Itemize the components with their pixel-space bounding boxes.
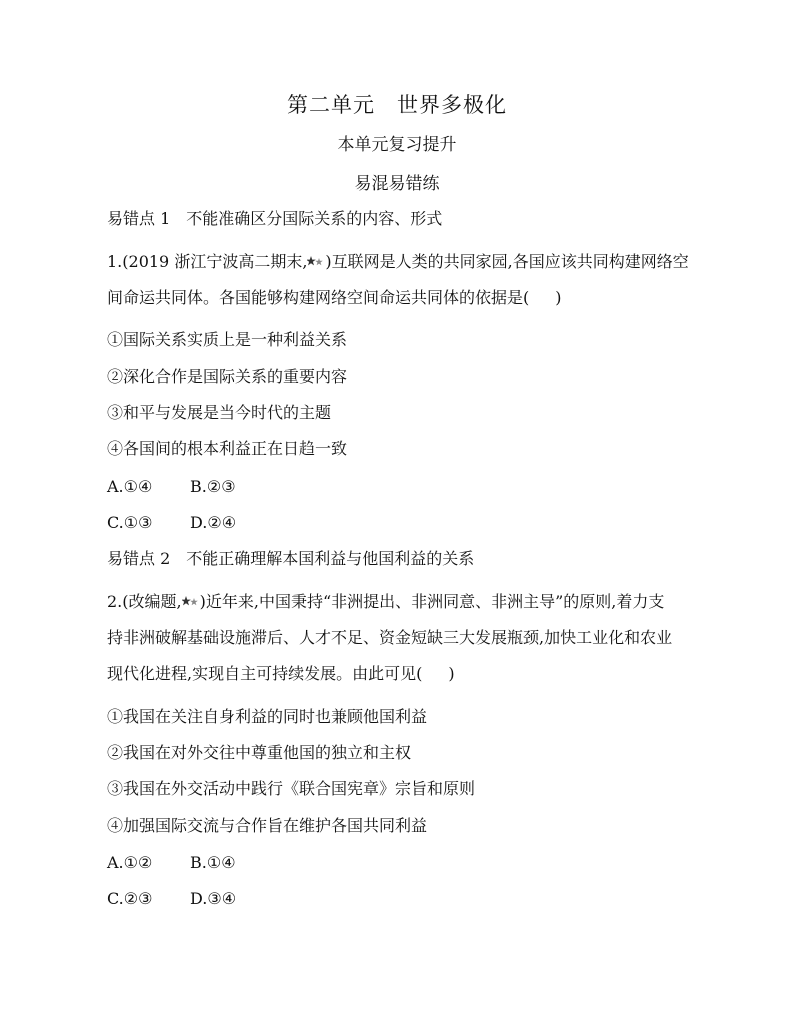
question-1-statement-1: ①国际关系实质上是一种利益关系 [107,330,348,349]
question-2-stem-line1 [107,592,664,612]
question-2-option-a: A.①② [107,853,153,872]
question-1-statement-3: ③和平与发展是当今时代的主题 [107,403,332,422]
question-1-option-d: D.②④ [190,513,237,532]
question-1-statement-2: ②深化合作是国际关系的重要内容 [107,367,348,386]
question-1-option-c: C.①③ [107,513,153,532]
question-1-stem-line1 [107,252,689,272]
unit-title: 第二单元 世界多极化 [287,93,507,117]
question-1-option-a: A.①④ [107,477,153,496]
star-difficulty-icon [307,255,325,269]
question-2-stem-text: )近年来,中国秉持“非洲提出、非洲同意、非洲主导”的原则,着力支 [199,592,665,611]
question-2-stem-line3: 现代化进程,实现自主可持续发展。由此可见( ) [107,664,455,683]
question-2-stem-line2: 持非洲破解基础设施滞后、人才不足、资金短缺三大发展瓶颈,加快工业化和农业 [107,628,673,647]
question-2-option-b: B.①④ [190,853,236,872]
question-1-statement-4: ④各国间的根本利益正在日趋一致 [107,439,348,458]
question-2-statement-2: ②我国在对外交往中尊重他国的独立和主权 [107,743,412,762]
star-difficulty-icon [182,595,200,609]
question-2-statement-3: ③我国在外交活动中践行《联合国宪章》宗旨和原则 [107,779,476,798]
question-1-stem-text: )互联网是人类的共同家园,各国应该共同构建网络空 [325,252,689,271]
review-title: 本单元复习提升 [337,135,457,155]
question-1-option-b: B.②③ [190,477,236,496]
question-2-option-d: D.③④ [190,889,237,908]
question-2-source: 2.(改编题, [107,592,182,611]
error-point-2-label: 易错点 2 不能正确理解本国利益与他国利益的关系 [107,549,475,568]
error-point-1-label: 易错点 1 不能准确区分国际关系的内容、形式 [107,209,443,228]
question-1-stem-line2: 间命运共同体。各国能够构建网络空间命运共同体的依据是( ) [107,288,562,307]
question-2-option-c: C.②③ [107,889,153,908]
question-2-statement-1: ①我国在关注自身利益的同时也兼顾他国利益 [107,707,428,726]
drill-title: 易混易错练 [354,174,440,194]
question-2-statement-4: ④加强国际交流与合作旨在维护各国共同利益 [107,816,428,835]
question-1-source: 1.(2019 浙江宁波高二期末, [107,252,308,271]
